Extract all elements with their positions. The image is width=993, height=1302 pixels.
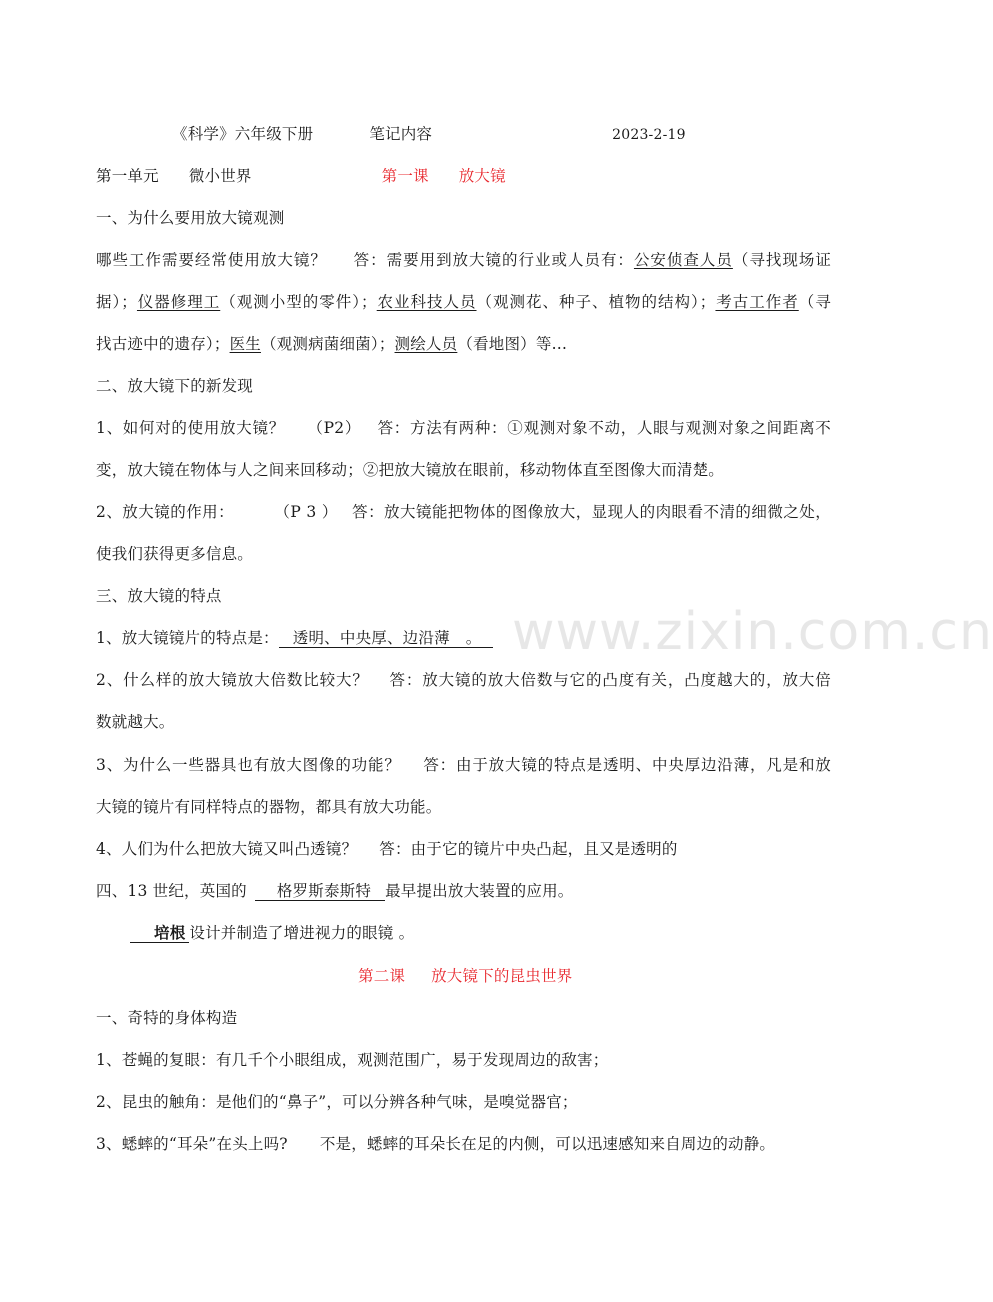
- book-title: 《科学》六年级下册: [172, 125, 314, 143]
- section-heading: 三、放大镜的特点: [96, 587, 222, 605]
- paragraph-line: [96, 1134, 775, 1154]
- section-heading: 一、为什么要用放大镜观测: [96, 209, 285, 227]
- answer-text: 找古迹中的遗存）；: [96, 335, 230, 353]
- statement-text: 设计并制造了增进视力的眼镜 。: [189, 924, 415, 942]
- paragraph-line: [96, 628, 493, 648]
- question-text: 2、什么样的放大镜放大倍数比较大？: [96, 671, 369, 689]
- fill-blank: [279, 629, 493, 648]
- paragraph-line: [96, 881, 573, 901]
- unit-name: 微小世界: [188, 167, 252, 185]
- unit-label: 第一单元: [96, 167, 159, 185]
- blank-end: 。: [465, 629, 482, 647]
- answer-text: （观测小型的零件）；: [220, 293, 377, 311]
- page-ref: （P 3 ）: [274, 503, 338, 521]
- paragraph-line: [130, 923, 414, 943]
- fill-blank: [255, 882, 385, 901]
- answer-text: （观测花、种子、植物的结构）；: [476, 293, 716, 311]
- question-text: 3、蟋蟀的“耳朵”在头上吗?: [96, 1135, 288, 1153]
- watermark: www.zixin.com.cn: [512, 602, 993, 662]
- job-term: 公安侦查人员: [633, 251, 733, 269]
- blank-answer: 透明、中央厚、边沿薄: [292, 629, 450, 647]
- answer-text: 据）；: [96, 293, 137, 311]
- lesson-label: 第一课: [381, 167, 429, 185]
- question-text: 1、如何对的使用放大镜？: [96, 419, 285, 437]
- paragraph-line: [96, 670, 831, 690]
- job-term: 仪器修理工: [136, 293, 221, 311]
- paragraph-line: [96, 839, 678, 859]
- paragraph-line: [96, 502, 831, 522]
- paragraph-line: [96, 292, 831, 312]
- page-ref: （P2）: [306, 419, 362, 437]
- question-text: 2、放大镜的作用：: [96, 503, 235, 521]
- question-text: 4、人们为什么把放大镜又叫凸透镜？: [96, 840, 358, 858]
- question-text: 哪些工作需要经常使用放大镜？: [96, 251, 327, 269]
- paragraph-line: [96, 755, 831, 775]
- lesson-name: 放大镜: [458, 167, 506, 185]
- statement-text: 最早提出放大装置的应用。: [385, 882, 574, 900]
- fill-blank: [130, 924, 189, 943]
- paragraph-line: 使我们获得更多信息。: [96, 545, 254, 563]
- answer-text: 答：方法有两种：①观测对象不动，人眼与观测对象之间距离不: [377, 419, 832, 437]
- answer-text: 不是，蟋蟀的耳朵长在足的内侧，可以迅速感知来自周边的动静。: [319, 1135, 776, 1153]
- job-term: 测绘人员: [394, 335, 458, 353]
- answer-text: （寻找现场证: [732, 251, 832, 269]
- lesson2-label: 第二课: [358, 967, 406, 985]
- answer-text: 答：放大镜的放大倍数与它的凸度有关，凸度越大的，放大倍: [388, 671, 832, 689]
- answer-text: 答：由于它的镜片中央凸起，且又是透明的: [379, 840, 678, 858]
- answer-text: （寻: [798, 293, 831, 311]
- blank-answer: 格罗斯泰斯特: [276, 882, 372, 900]
- job-term: 医生: [229, 335, 261, 353]
- answer-text: （看地图）等…: [457, 335, 568, 353]
- paragraph-line: [96, 334, 567, 354]
- statement-text: 四、13 世纪，英国的: [96, 882, 247, 900]
- paragraph-line: 大镜的镜片有同样特点的器物，都具有放大功能。: [96, 798, 442, 816]
- paragraph-line: 1、苍蝇的复眼：有几千个小眼组成，观测范围广，易于发现周边的敌害；: [96, 1051, 609, 1069]
- question-text: 1、放大镜镜片的特点是：: [96, 629, 279, 647]
- paragraph-line: [96, 250, 831, 270]
- lesson2-title: [358, 966, 572, 986]
- answer-text: （观测病菌细菌）；: [260, 335, 395, 353]
- answer-text: 答：需要用到放大镜的行业或人员有：: [352, 251, 634, 269]
- paragraph-line: 数就越大。: [96, 713, 175, 731]
- unit-line: [96, 166, 506, 186]
- blank-answer: 培根: [154, 923, 186, 942]
- answer-text: 答：由于放大镜的特点是透明、中央厚边沿薄，凡是和放: [422, 756, 831, 774]
- section-heading: 一、奇特的身体构造: [96, 1009, 238, 1027]
- job-term: 农业科技人员: [376, 293, 477, 311]
- lesson2-name: 放大镜下的昆虫世界: [431, 967, 573, 985]
- paragraph-line: [96, 418, 831, 438]
- paragraph-line: 变，放大镜在物体与人之间来回移动；②把放大镜放在眼前，移动物体直至图像大而清楚。: [96, 461, 725, 479]
- question-text: 3、为什么一些器具也有放大图像的功能？: [96, 756, 401, 774]
- date: 2023-2-19: [612, 127, 686, 143]
- section-heading: 二、放大镜下的新发现: [96, 377, 254, 395]
- answer-text: 答：放大镜能把物体的图像放大，显现人的肉眼看不清的细微之处，: [351, 503, 831, 521]
- header-line: [172, 124, 686, 145]
- notes-label: 笔记内容: [369, 125, 433, 143]
- job-term: 考古工作者: [715, 293, 799, 311]
- paragraph-line: 2、昆虫的触角：是他们的“鼻子”，可以分辨各种气味，是嗅觉器官；: [96, 1093, 578, 1111]
